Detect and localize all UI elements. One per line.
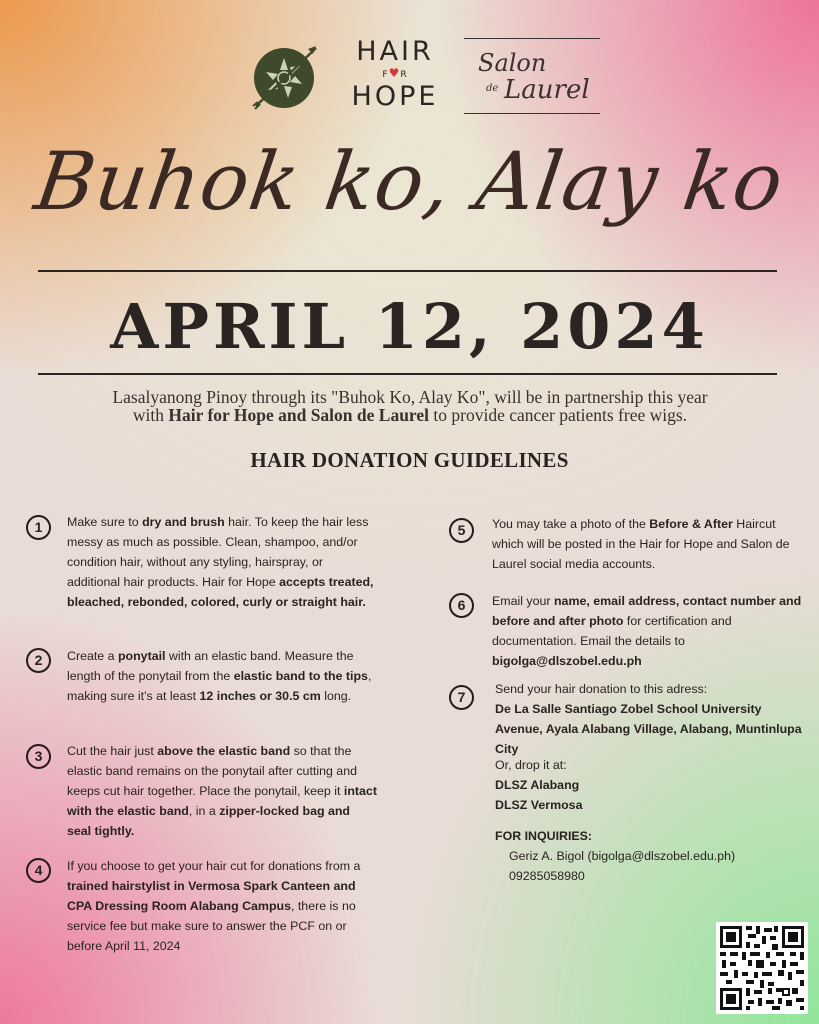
step-7-badge: 7 xyxy=(449,685,474,710)
step-3-badge: 3 xyxy=(26,744,51,769)
step-5-text: You may take a photo of the Before & After Haircut which will be posted in the Hair for Hope and Salon de Laurel social media accounts. xyxy=(492,517,790,571)
date-divider-bottom xyxy=(38,373,777,375)
dropoff-label: Or, drop it at: xyxy=(495,758,567,772)
heart-icon: ♥ xyxy=(388,66,401,80)
inquiries-label: FOR INQUIRIES: xyxy=(495,829,593,843)
logo-laurel-text: Laurel xyxy=(504,75,590,105)
inquiries-block xyxy=(495,826,805,886)
step-6-text: Email your name, email address, contact number and before and after photo for certification and documentation. Email the details to bigolga@dlszobel.edu.ph xyxy=(492,594,802,668)
qr-code-icon[interactable] xyxy=(716,922,808,1014)
step-1-text: Make sure to dry and brush hair. To keep the hair less messy as much as possible. Clean, shampoo, and/or condition hair, without any styling, hairspray, or additional hair products. Hair for Hope accepts treated, bleached, rebonded, colored, curly or straight hair. xyxy=(67,515,374,609)
step-3-text: Cut the hair just above the elastic band so that the elastic band remains on the ponytail after cutting and keeps cut hair together. Place the ponytail, keep it intact with the elastic band, in a zipper-locked bag and seal tightly. xyxy=(67,744,377,838)
logo-hope-text: HOPE xyxy=(351,81,439,112)
page-title: Buhok ko, Alay ko xyxy=(29,135,790,228)
hair-for-hope-emblem-icon xyxy=(250,40,322,112)
step-4-badge: 4 xyxy=(26,858,51,883)
step-2-text: Create a ponytail with an elastic band. Measure the length of the ponytail from the elastic band to the tips, making sure it's at least 12 inches or 30.5 cm long. xyxy=(67,649,372,703)
dropoff-location: DLSZ Alabang xyxy=(495,778,580,792)
dropoff-block xyxy=(495,755,795,815)
step-2-badge: 2 xyxy=(26,648,51,673)
step-6-badge: 6 xyxy=(449,593,474,618)
hair-for-hope-wordmark xyxy=(340,38,450,112)
logo-salon-text: Salon xyxy=(478,49,547,77)
inquiries-phone: 09285058980 xyxy=(509,869,585,883)
logo-hair-text: HAIR xyxy=(356,36,434,67)
event-date: APRIL 12, 2024 xyxy=(110,290,709,363)
inquiries-contact: Geriz A. Bigol (bigolga@dlszobel.edu.ph) xyxy=(509,849,736,863)
dropoff-location: DLSZ Vermosa xyxy=(495,798,583,812)
intro-paragraph: Lasalyanong Pinoy through its "Buhok Ko, Alay Ko", will be in partnership this year with Hair for Hope and Salon de Laurel to provide cancer patients free wigs. xyxy=(112,387,708,425)
title-divider-top xyxy=(38,270,777,272)
logo-for-text: F♥R xyxy=(382,66,408,80)
step-5-badge: 5 xyxy=(449,518,474,543)
logo-de-text: de xyxy=(486,83,499,94)
step-7-text: Send your hair donation to this adress: De La Salle Santiago Zobel School University Avenue, Ayala Alabang Village, Alabang, Muntinlupa City xyxy=(495,682,802,756)
salon-de-laurel-logo xyxy=(464,38,600,114)
step-1-badge: 1 xyxy=(26,515,51,540)
step-4-text: If you choose to get your hair cut for donations from a trained hairstylist in Vermosa Spark Canteen and CPA Dressing Room Alabang Campus, there is no service fee but make sure to answer the PCF on or before April 11, 2024 xyxy=(67,859,361,953)
guidelines-heading: HAIR DONATION GUIDELINES xyxy=(250,448,569,472)
